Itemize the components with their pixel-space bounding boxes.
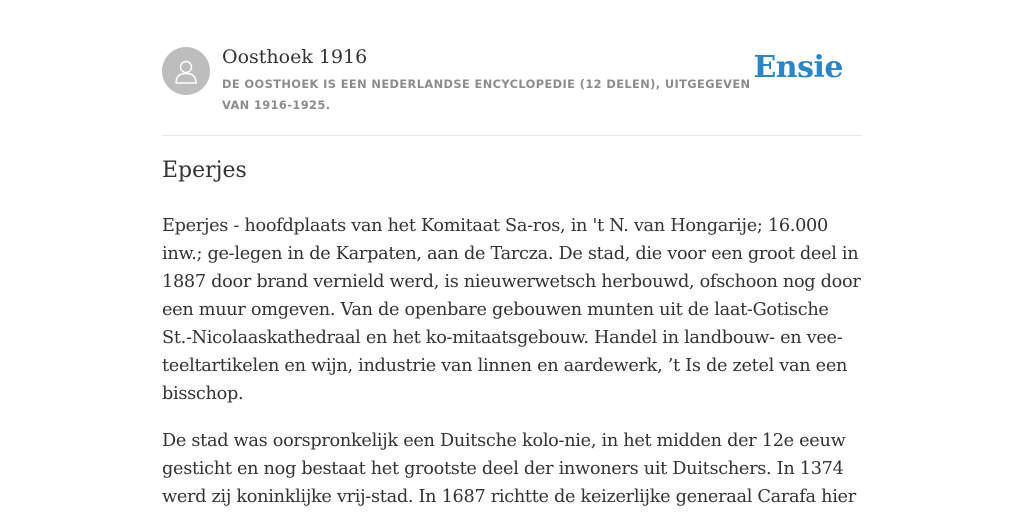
source-avatar[interactable]: [162, 47, 210, 95]
article-paragraph: Eperjes - hoofdplaats van het Komitaat Sa-ros, in 't N. van Hongarije; 16.000 inw.; ge-legen in de Karpaten, aan de Tarcza. De stad, die voor een groot deel in 1887 door brand vernield werd, is nieuwerwetsch herbouwd, ofschoon nog door een muur omgeven. Van de openbare gebouwen munten uit de laat-Gotische St.-Nicolaaskathedraal en het ko-mitaatsgebouw. Handel in landbouw- en vee-teeltartikelen en wijn, industrie van linnen en aardewerk, ’t Is de zetel van een bisschop.: [162, 216, 861, 404]
article-body: [162, 212, 862, 530]
article-paragraph: De stad was oorspronkelijk een Duitsche kolo-nie, in het midden der 12e eeuw gesticht en nog bestaat het grootste deel der inwoners uit Duitschers. In 1374 werd zij koninklijke vrij-stad. In 1687 richtte de keizerlijke generaal Carafa hier: [162, 431, 856, 507]
user-icon: [171, 56, 201, 86]
header-divider: [162, 135, 862, 136]
source-header: [162, 45, 862, 115]
source-description: DE OOSTHOEK IS EEN NEDERLANDSE ENCYCLOPEDIE (12 DELEN), UITGEGEVEN VAN 1916-1925.: [222, 77, 751, 112]
source-title[interactable]: Oosthoek 1916: [222, 46, 368, 68]
ensie-logo[interactable]: Ensie: [753, 50, 843, 85]
article-title: Eperjes: [162, 158, 247, 183]
